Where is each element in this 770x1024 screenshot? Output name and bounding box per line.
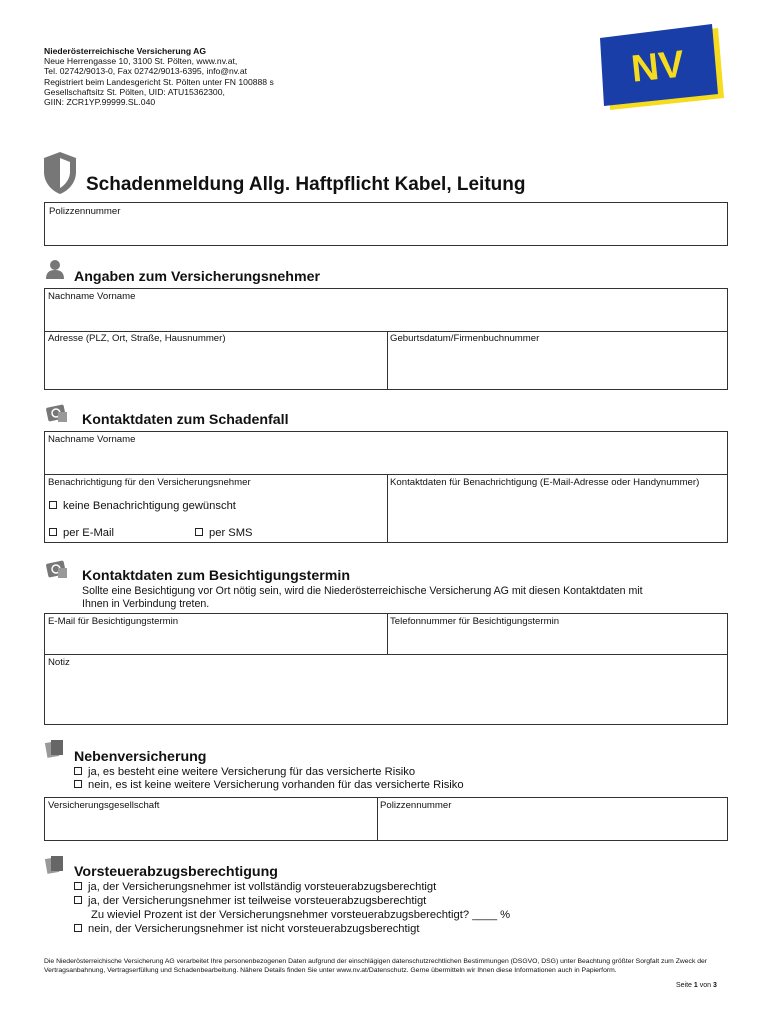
company-name: Niederösterreichische Versicherung AG xyxy=(44,46,207,56)
insurer-field[interactable] xyxy=(44,797,376,841)
notification-label: Benachrichtigung für den Versicherungsnehmer xyxy=(48,477,251,488)
other-polizze-field[interactable] xyxy=(376,797,728,841)
address-field-label: Adresse (PLZ, Ort, Straße, Hausnummer) xyxy=(48,333,226,344)
section-heading-inspection: Kontaktdaten zum Besichtigungstermin xyxy=(82,568,351,584)
section-heading-vat: Vorsteuerabzugsberechtigung xyxy=(74,864,278,880)
checkbox[interactable] xyxy=(74,780,82,788)
option-vat-partial[interactable] xyxy=(74,895,426,907)
option-label: keine Benachrichtigung gewünscht xyxy=(63,500,236,512)
contact-name-label: Nachname Vorname xyxy=(48,434,136,445)
section-heading-other-insurance: Nebenversicherung xyxy=(74,749,207,765)
person-icon xyxy=(44,258,66,280)
option-other-insurance-no[interactable] xyxy=(74,779,464,791)
inspection-email-field[interactable] xyxy=(44,613,386,653)
contact-card-icon xyxy=(44,558,70,580)
option-label: ja, der Versicherungsnehmer ist vollständig vorsteuerabzugsberechtigt xyxy=(88,881,437,893)
inspection-intro-line: Sollte eine Besichtigung vor Ort nötig sein, wird die Niederösterreichische Versicherung AG mit diesen Kontaktdaten mit xyxy=(82,585,643,597)
company-address-line: Registriert beim Landesgericht St. Pölten unter FN 100888 s xyxy=(44,76,274,87)
polizze-label: Polizzennummer xyxy=(49,206,121,217)
name-field-label: Nachname Vorname xyxy=(48,291,136,302)
option-label: per SMS xyxy=(209,527,253,539)
nv-logo xyxy=(600,24,728,114)
inspection-phone-field[interactable] xyxy=(386,613,726,653)
page-prefix: Seite xyxy=(676,982,692,989)
notification-contact-field[interactable] xyxy=(386,473,726,541)
option-label: ja, es besteht eine weitere Versicherung für das versicherte Risiko xyxy=(88,766,416,778)
checkbox[interactable] xyxy=(74,767,82,775)
checkbox[interactable] xyxy=(74,924,82,932)
address-field[interactable] xyxy=(44,330,386,388)
checkbox[interactable] xyxy=(74,896,82,904)
shield-icon xyxy=(40,150,80,196)
company-address-line: Neue Herrengasse 10, 3100 St. Pölten, www.nv.at, xyxy=(44,56,238,67)
inspection-intro-line: Ihnen in Verbindung treten. xyxy=(82,598,210,610)
company-address-line: GIIN: ZCR1YP.99999.SL.040 xyxy=(44,97,156,108)
page-number: 1 xyxy=(693,982,698,989)
birthdate-field-label: Geburtsdatum/Firmenbuchnummer xyxy=(390,333,540,344)
section-heading-contact: Kontaktdaten zum Schadenfall xyxy=(82,412,289,428)
polizze-field[interactable] xyxy=(44,202,728,246)
privacy-notice: Die Niederösterreichische Versicherung AG verarbeitet Ihre personenbezogenen Daten aufgrund der einschlägigen datenschutzrechtlichen Bestimmungen (DSGVO, DSG) unter Beachtung größter Sorgfalt zum Zweck der Vertragsanbahnung, Vertragserfüllung und Schadenbearbeitung. Nähere Details finden Sie unter www.nv.at/Datenschutz. Gerne übermitteln wir Ihnen diese Informationen auch in Papierform. xyxy=(44,958,708,974)
option-label: nein, der Versicherungsnehmer ist nicht vorsteuerabzugsberechtigt xyxy=(88,923,420,935)
page-of: von xyxy=(699,982,712,989)
notification-contact-label: Kontaktdaten für Benachrichtigung (E-Mail-Adresse oder Handynummer) xyxy=(390,477,700,488)
page-total: 3 xyxy=(713,982,717,989)
section-heading-policyholder: Angaben zum Versicherungsnehmer xyxy=(74,269,320,285)
checkbox[interactable] xyxy=(49,528,57,536)
company-address-line: Gesellschaftsitz St. Pölten, UID: ATU15362300, xyxy=(44,86,225,97)
contact-name-field[interactable] xyxy=(44,431,728,473)
option-other-insurance-yes[interactable] xyxy=(74,766,415,778)
vat-percent-question[interactable]: Zu wieviel Prozent ist der Versicherungsnehmer vorsteuerabzugsberechtigt? ____ % xyxy=(91,909,511,921)
note-label: Notiz xyxy=(48,657,70,668)
option-label: nein, es ist keine weitere Versicherung vorhanden für das versicherte Risiko xyxy=(88,779,464,791)
documents-icon xyxy=(44,853,66,875)
checkbox[interactable] xyxy=(74,882,82,890)
inspection-email-label: E-Mail für Besichtigungstermin xyxy=(48,616,179,627)
policyholder-name-field[interactable] xyxy=(44,288,728,330)
documents-icon xyxy=(44,737,66,759)
form-title: Schadenmeldung Allg. Haftpflicht Kabel, Leitung xyxy=(86,174,526,195)
company-address-block xyxy=(44,46,274,107)
checkbox[interactable] xyxy=(49,501,57,509)
option-no-notification[interactable] xyxy=(49,500,236,512)
inspection-phone-label: Telefonnummer für Besichtigungstermin xyxy=(390,616,560,627)
insurer-label: Versicherungsgesellschaft xyxy=(48,800,160,811)
company-address-line: Tel. 02742/9013-0, Fax 02742/9013-6395, info@nv.at xyxy=(44,66,248,77)
option-vat-full[interactable] xyxy=(74,881,436,893)
other-polizze-label: Polizzennummer xyxy=(380,800,452,811)
logo-text: NV xyxy=(629,43,687,91)
option-label: per E-Mail xyxy=(63,527,114,539)
option-vat-none[interactable] xyxy=(74,923,419,935)
birthdate-field[interactable] xyxy=(386,330,726,388)
option-sms[interactable] xyxy=(195,527,253,539)
option-email[interactable] xyxy=(49,527,114,539)
checkbox[interactable] xyxy=(195,528,203,536)
contact-card-icon xyxy=(44,402,70,424)
note-field[interactable] xyxy=(44,654,728,724)
page-indicator xyxy=(676,982,717,989)
option-label: ja, der Versicherungsnehmer ist teilweise vorsteuerabzugsberechtigt xyxy=(88,895,427,907)
